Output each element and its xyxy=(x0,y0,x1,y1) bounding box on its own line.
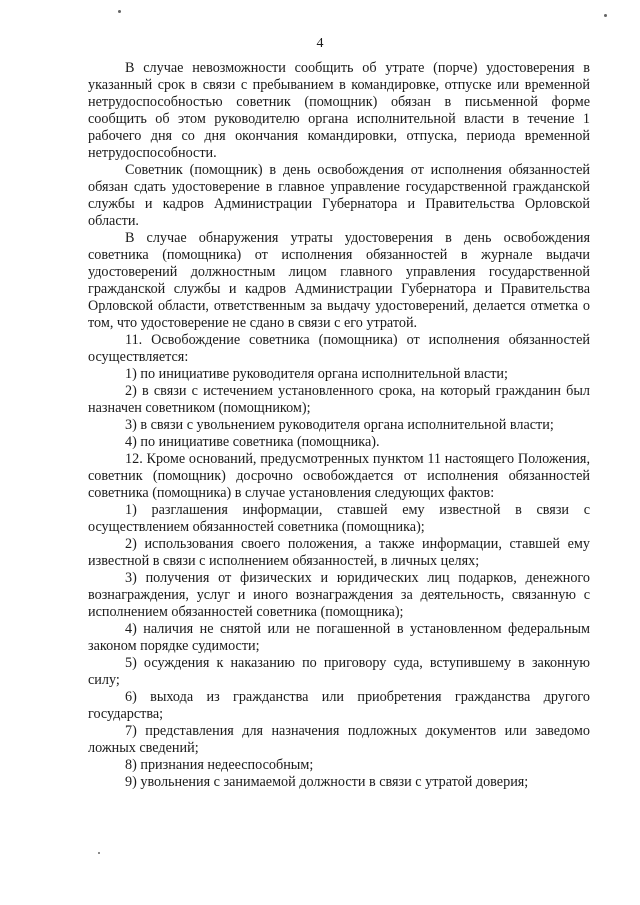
paragraph-loss-on-release: В случае обнаружения утраты удостоверения в день освобождения советника (помощника) от исполнения обязанностей в журнале выдачи удостоверений должностным лицом главного управления государственной гражданской службы и кадров Администрации Губернатора и Правительства Орловской области, ответственным за выдачу удостоверений, делается отметка о том, что удостоверение не сдано в связи с его утратой. xyxy=(88,230,590,331)
list-item: 1) по инициативе руководителя органа исполнительной власти; xyxy=(125,366,508,382)
paragraph-section-12: 12. Кроме оснований, предусмотренных пунктом 11 настоящего Положения, советник (помощник) досрочно освобождается от исполнения обязанностей советника (помощника) в случае установления следующих фактов: xyxy=(88,451,590,501)
list-item: 6) выхода из гражданства или приобретения гражданства другого государства; xyxy=(88,689,590,722)
list-item: 8) признания недееспособным; xyxy=(125,757,314,773)
list-item: 3) получения от физических и юридических лиц подарков, денежного вознаграждения, услуг и иного вознаграждения за деятельность, связанную с исполнением обязанностей советника (помощника); xyxy=(88,570,590,620)
scan-speck xyxy=(118,10,121,13)
list-item: 5) осуждения к наказанию по приговору суда, вступившему в законную силу; xyxy=(88,655,590,688)
page-number: 4 xyxy=(316,36,324,51)
list-item: 2) использования своего положения, а также информации, ставшей ему известной в связи с исполнением обязанностей, в личных целях; xyxy=(88,536,590,569)
paragraph-section-11: 11. Освобождение советника (помощника) от исполнения обязанностей осуществляется: xyxy=(88,332,590,365)
document-body xyxy=(88,60,590,791)
list-item: 1) разглашения информации, ставшей ему известной в связи с осуществлением обязанностей советника (помощника); xyxy=(88,502,590,535)
scan-speck xyxy=(604,14,607,17)
scan-speck xyxy=(98,852,100,854)
list-item: 7) представления для назначения подложных документов или заведомо ложных сведений; xyxy=(88,723,590,756)
list-item: 4) наличия не снятой или не погашенной в установленном федеральным законом порядке судимости; xyxy=(88,621,590,654)
paragraph-return-certificate: Советник (помощник) в день освобождения от исполнения обязанностей обязан сдать удостоверение в главное управление государственной гражданской службы и кадров Администрации Губернатора и Правительства Орловской области. xyxy=(88,162,590,229)
list-item: 4) по инициативе советника (помощника). xyxy=(125,434,380,450)
list-item: 3) в связи с увольнением руководителя органа исполнительной власти; xyxy=(125,417,554,433)
list-item: 9) увольнения с занимаемой должности в связи с утратой доверия; xyxy=(125,774,529,790)
list-item: 2) в связи с истечением установленного срока, на который гражданин был назначен советником (помощником); xyxy=(88,383,590,416)
paragraph-loss-notice: В случае невозможности сообщить об утрате (порче) удостоверения в указанный срок в связи с пребыванием в командировке, отпуске или временной нетрудоспособностью советник (помощник) обязан в письменной форме сообщить об этом руководителю органа исполнительной власти в течение 1 рабочего дня со дня окончания командировки, отпуска, периода временной нетрудоспособности. xyxy=(88,60,590,161)
